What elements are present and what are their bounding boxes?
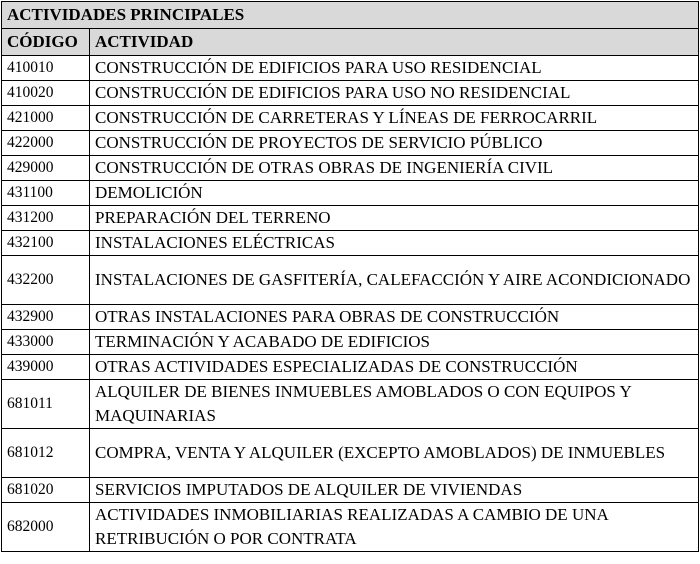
code-cell: 433000	[2, 330, 90, 355]
code-cell: 439000	[2, 355, 90, 380]
code-cell: 422000	[2, 131, 90, 156]
activity-cell: DEMOLICIÓN	[90, 181, 699, 206]
code-cell: 421000	[2, 106, 90, 131]
activity-cell: INSTALACIONES ELÉCTRICAS	[90, 231, 699, 256]
table-title: ACTIVIDADES PRINCIPALES	[2, 2, 699, 29]
activity-cell: OTRAS ACTIVIDADES ESPECIALIZADAS DE CONSTRUCCIÓN	[90, 355, 699, 380]
table-row	[2, 429, 699, 478]
table-row	[2, 256, 699, 305]
table-row	[2, 503, 699, 552]
code-cell: 431200	[2, 206, 90, 231]
table-row	[2, 478, 699, 503]
code-cell: 681020	[2, 478, 90, 503]
code-column-header: CÓDIGO	[2, 29, 90, 56]
table-row	[2, 56, 699, 81]
table-row	[2, 330, 699, 355]
table-row	[2, 355, 699, 380]
activity-cell: ALQUILER DE BIENES INMUEBLES AMOBLADOS O CON EQUIPOS Y MAQUINARIAS	[90, 380, 699, 429]
code-cell: 432100	[2, 231, 90, 256]
activity-cell: CONSTRUCCIÓN DE PROYECTOS DE SERVICIO PÚBLICO	[90, 131, 699, 156]
code-cell: 681011	[2, 380, 90, 429]
activity-cell: INSTALACIONES DE GASFITERÍA, CALEFACCIÓN Y AIRE ACONDICIONADO	[90, 256, 699, 305]
code-cell: 429000	[2, 156, 90, 181]
table-row	[2, 106, 699, 131]
activity-cell: OTRAS INSTALACIONES PARA OBRAS DE CONSTRUCCIÓN	[90, 305, 699, 330]
activity-cell: PREPARACIÓN DEL TERRENO	[90, 206, 699, 231]
code-cell: 410020	[2, 81, 90, 106]
table-row	[2, 305, 699, 330]
table-row	[2, 231, 699, 256]
code-cell: 681012	[2, 429, 90, 478]
activity-cell: SERVICIOS IMPUTADOS DE ALQUILER DE VIVIENDAS	[90, 478, 699, 503]
code-cell: 431100	[2, 181, 90, 206]
code-cell: 432900	[2, 305, 90, 330]
activity-column-header: ACTIVIDAD	[90, 29, 699, 56]
table-row	[2, 181, 699, 206]
table-row	[2, 206, 699, 231]
column-header-row	[2, 29, 699, 56]
activity-cell: CONSTRUCCIÓN DE EDIFICIOS PARA USO RESIDENCIAL	[90, 56, 699, 81]
activity-cell: COMPRA, VENTA Y ALQUILER (EXCEPTO AMOBLADOS) DE INMUEBLES	[90, 429, 699, 478]
table-row	[2, 380, 699, 429]
activity-cell: CONSTRUCCIÓN DE CARRETERAS Y LÍNEAS DE FERROCARRIL	[90, 106, 699, 131]
table-row	[2, 81, 699, 106]
code-cell: 682000	[2, 503, 90, 552]
code-cell: 432200	[2, 256, 90, 305]
activities-table	[1, 1, 699, 552]
activity-cell: TERMINACIÓN Y ACABADO DE EDIFICIOS	[90, 330, 699, 355]
table-row	[2, 156, 699, 181]
table-row	[2, 131, 699, 156]
table-title-row	[2, 2, 699, 29]
activity-cell: ACTIVIDADES INMOBILIARIAS REALIZADAS A CAMBIO DE UNA RETRIBUCIÓN O POR CONTRATA	[90, 503, 699, 552]
activity-cell: CONSTRUCCIÓN DE EDIFICIOS PARA USO NO RESIDENCIAL	[90, 81, 699, 106]
activity-cell: CONSTRUCCIÓN DE OTRAS OBRAS DE INGENIERÍA CIVIL	[90, 156, 699, 181]
code-cell: 410010	[2, 56, 90, 81]
